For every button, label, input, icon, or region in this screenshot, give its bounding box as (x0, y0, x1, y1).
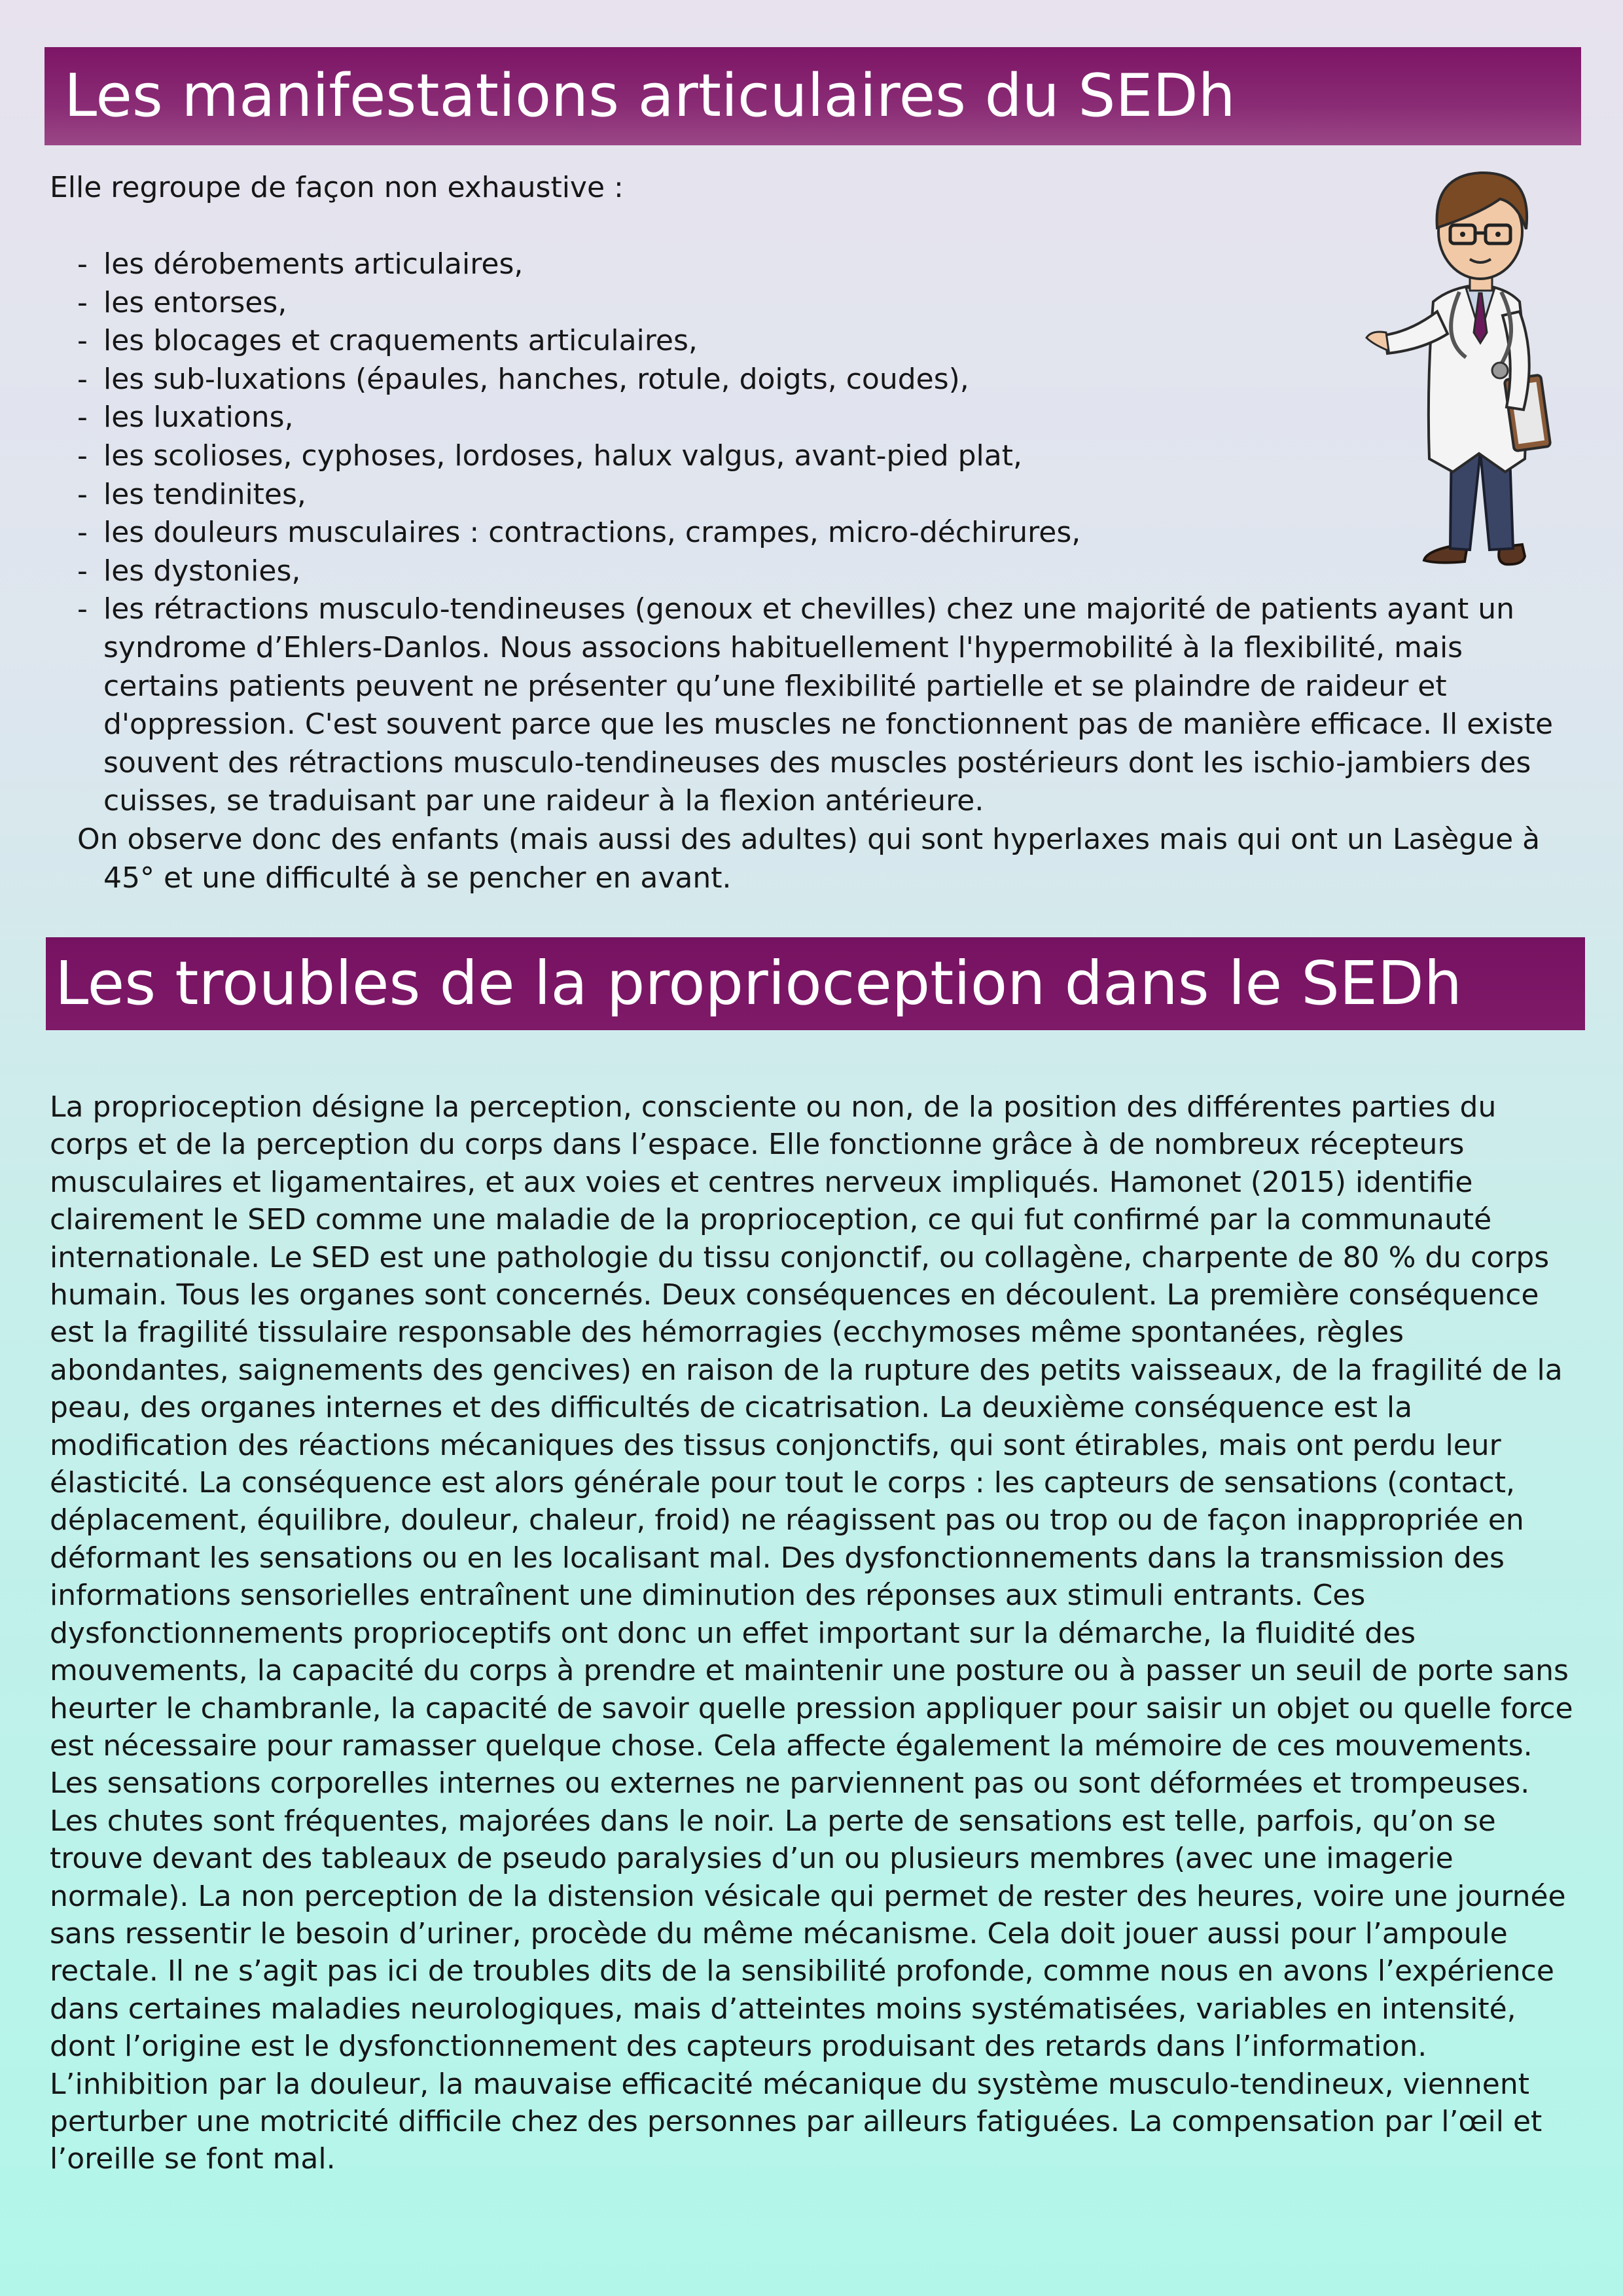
section1-title: Les manifestations articulaires du SEDh (64, 62, 1236, 130)
section2-banner (46, 937, 1585, 1030)
section1-intro: Elle regroupe de façon non exhaustive : (50, 171, 624, 204)
list-item: -les luxations, (77, 401, 294, 435)
list-item: -les tendinites, (77, 477, 306, 511)
section2-body: La proprioception désigne la perception, consciente ou non, de la position des différentes parties du corps et de la perception du corps dans l’espace. Elle fonctionne grâce à de nombreux récepteurs musculaires et ligamentaires, et aux voies et centres nerveux impliqués. Hamonet (2015) identifie clairement le SED comme une maladie de la proprioception, ce qui fut confirmé par la communauté internationale. Le SED est une pathologie du tissu conjonctif, ou collagène, charpente de 80 % du corps humain. Tous les organes sont concernés. Deux conséquences en découlent. La première conséquence est la fragilité tissulaire responsable des hémorragies (ecchymoses même spontanées, règles abondantes, saignements des gencives) en raison de la rupture des petits vaisseaux, de la fragilité de la peau, des organes internes et des difficultés de cicatrisation. La deuxième conséquence est la modification des réactions mécaniques des tissus conjonctifs, qui sont étirables, mais ont perdu leur élasticité. La conséquence est alors générale pour tout le corps : les capteurs de sensations (contact, déplacement, équilibre, douleur, chaleur, froid) ne réagissent pas ou trop ou de façon inappropriée en déformant les sensations ou en les localisant mal. Des dysfonctionnements dans la transmission des informations sensorielles entraînent une diminution des réponses aux stimuli entrants. Ces dysfonctionnements proprioceptifs ont donc un effet important sur la démarche, la fluidité des mouvements, la capacité du corps à prendre et maintenir une posture ou à passer un seuil de porte sans heurter le chambranle, la capacité de savoir quelle pression appliquer pour saisir un objet ou quelle force est nécessaire pour ramasser quelque chose. Cela affecte également la mémoire de ces mouvements. Les sensations corporelles internes ou externes ne parviennent pas ou sont déformées et trompeuses. Les chutes sont fréquentes, majorées dans le noir. La perte de sensations est telle, parfois, qu’on se trouve devant des tableaux de pseudo paralysies d’un ou plusieurs membres (avec une imagerie normale). La non perception de la distension vésicale qui permet de rester des heures, voire une journée sans ressentir le besoin d’uriner, procède du même mécanisme. Cela doit jouer aussi pour l’ampoule rectale. Il ne s’agit pas ici de troubles dits de la sensibilité profonde, comme nous en avons l’expérience dans certaines maladies neurologiques, mais d’atteintes moins systématisées, variables en intensité, dont l’origine est le dysfonctionnement des capteurs produisant des retards dans l’information. L’inhibition par la douleur, la mauvaise efficacité mécanique du système musculo-tendineux, viennent perturber une motricité difficile chez des personnes par ailleurs fatiguées. La compensation par l’œil et l’oreille se font mal. (50, 1090, 1573, 2176)
list-item: -les dystonies, (77, 554, 301, 588)
list-item: -les blocages et craquements articulaires, (77, 324, 698, 358)
list-item: -les douleurs musculaires : contractions, crampes, micro-déchirures, (77, 516, 1081, 550)
list-item: -les scolioses, cyphoses, lordoses, halux valgus, avant-pied plat, (77, 439, 1022, 473)
list-item: -les dérobements articulaires, (77, 247, 524, 281)
section2-title: Les troubles de la proprioception dans le SEDh (55, 948, 1463, 1018)
section1-list (77, 245, 1582, 897)
section1-banner (45, 47, 1581, 145)
list-item: -les entorses, (77, 285, 287, 319)
list-item: -les sub-luxations (épaules, hanches, rotule, doigts, coudes), (77, 362, 969, 396)
list-item: -les rétractions musculo-tendineuses (genoux et chevilles) chez une majorité de patients ayant un syndrome d’Ehlers-Danlos. Nous associons habituellement l'hypermobilité à la flexibilité, mais certains patients peuvent ne présenter qu’une flexibilité partielle et se plaindre de raideur et d'oppression. C'est souvent parce que les muscles ne fonctionnent pas de manière efficace. Il existe souvent des rétractions musculo-tendineuses des muscles postérieurs dont les ischio-jambiers des cuisses, se traduisant par une raideur à la flexion antérieure. On observe donc des enfants (mais aussi des adultes) qui sont hyperlaxes mais qui ont un Lasègue à 45° et une difficulté à se pencher en avant. (77, 590, 1569, 897)
list-item-continuation: On observe donc des enfants (mais aussi des adultes) qui sont hyperlaxes mais qui ont un Lasègue à 45° et une difficulté à se pencher en avant. (77, 822, 1541, 895)
